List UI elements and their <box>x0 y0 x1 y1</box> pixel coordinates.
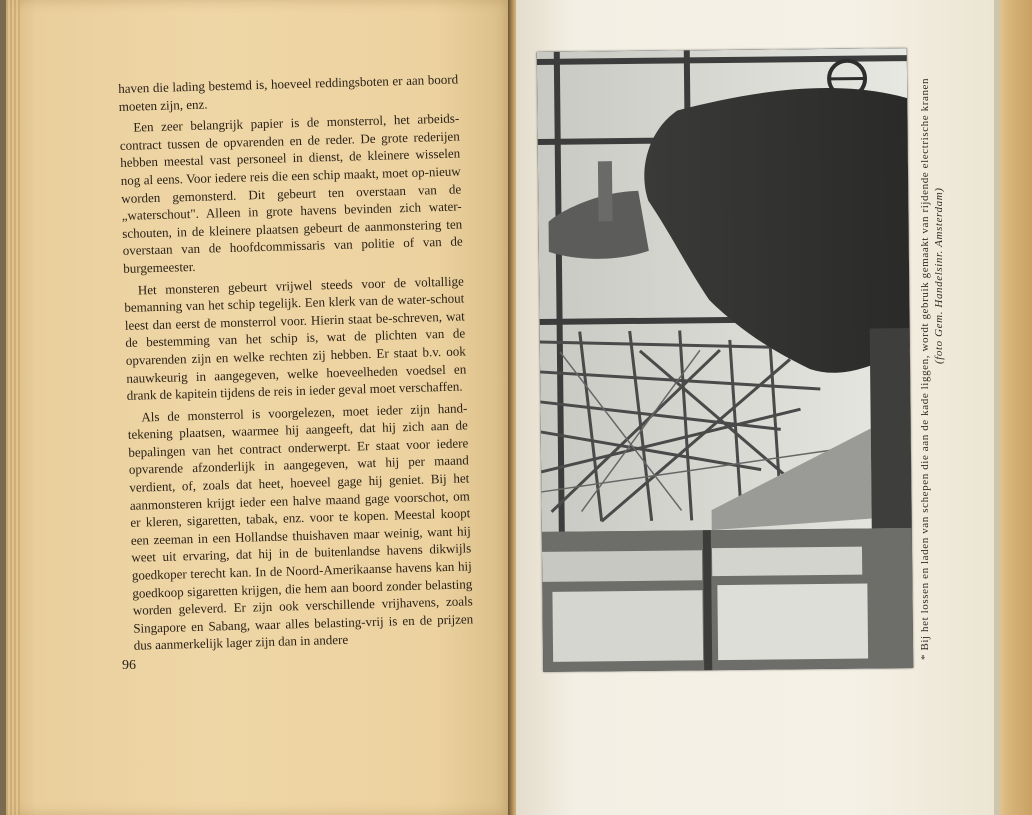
crane-photo-image <box>537 48 913 672</box>
body-text <box>118 71 474 659</box>
photo-caption <box>918 60 946 660</box>
paragraph: haven die lading bestemd is, hoeveel reddingsboten er aan boord moeten zijn, enz. <box>118 71 459 114</box>
page-number: 96 <box>122 658 136 673</box>
paragraph: Het monsteren gebeurt vrijwel steeds voor de voltallige bemanning van het schip tegelijk. Een klerk van de water-schout leest dan eerst de monsterrol voor. Hierin staat be-schreven, wat de bestemming van het schip is, wat de plichten van de opvarenden zijn en welke rechten zij hebben. Er staat b.v. ook nauwkeurig in aangegeven, welke hoeveelheden voedsel en drank de kapitein tijdens de reis in ieder geval moet verschaffen. <box>124 272 467 403</box>
paragraph: Als de monsterrol is voorgelezen, moet ieder zijn hand-tekening plaatsen, waarmee hij aangeeft, dat hij zich aan de bepalingen van het contract onderwerpt. Er staat voor iedere opvarende afzonderlijk in aangegeven, wat hij per maand verdient, of, zoals dat heet, hoeveel gage hij geniet. Bij het aanmonsteren krijgt ieder een halve maand gage voorschot, om er kleren, sigaretten, tabak, enz. voor te kopen. Meestal koopt een zeeman in een Hollandse thuishaven maar weinig, want hij weet uit ervaring, dat hij in de buitenlandse havens dikwijls goedkoper terecht kan. In de Noord-Amerikaanse havens kan hij goedkoop sigaretten krijgen, die hem aan boord zonder belasting worden geleverd. Er zijn ook verschillende vrijhavens, zoals Singapore en Sabang, waar alles belasting-vrij is en de prijzen dus aanmerkelijk lager zijn dan in andere <box>127 400 474 654</box>
crane-photo <box>537 48 913 672</box>
page-edge <box>994 0 1032 815</box>
caption-credit: (foto Gem. Handelsinr. Amsterdam) <box>933 187 945 364</box>
left-page <box>6 0 512 815</box>
caption-text: * Bij het lossen en laden van schepen die aan de kade liggen, wordt gebruik gemaakt van rijdende electrische kranen <box>919 77 931 660</box>
paragraph: Een zeer belangrijk papier is de monsterrol, het arbeids-contract tussen de opvarenden en de reder. De grote rederijen hebben meestal vast personeel in dienst, de kleinere wisselen nog al eens. Voor iedere reis die een schip maakt, moet op-nieuw worden gemonsterd. Dit gebeurt ten overstaan van de „waterschout". Alleen in grote havens bevinden zich water-schouten, in de kleinere plaatsen gebeurt de aanmonstering ten overstaan van de hoofdcommissaris van politie of van de burgemeester. <box>119 110 463 276</box>
